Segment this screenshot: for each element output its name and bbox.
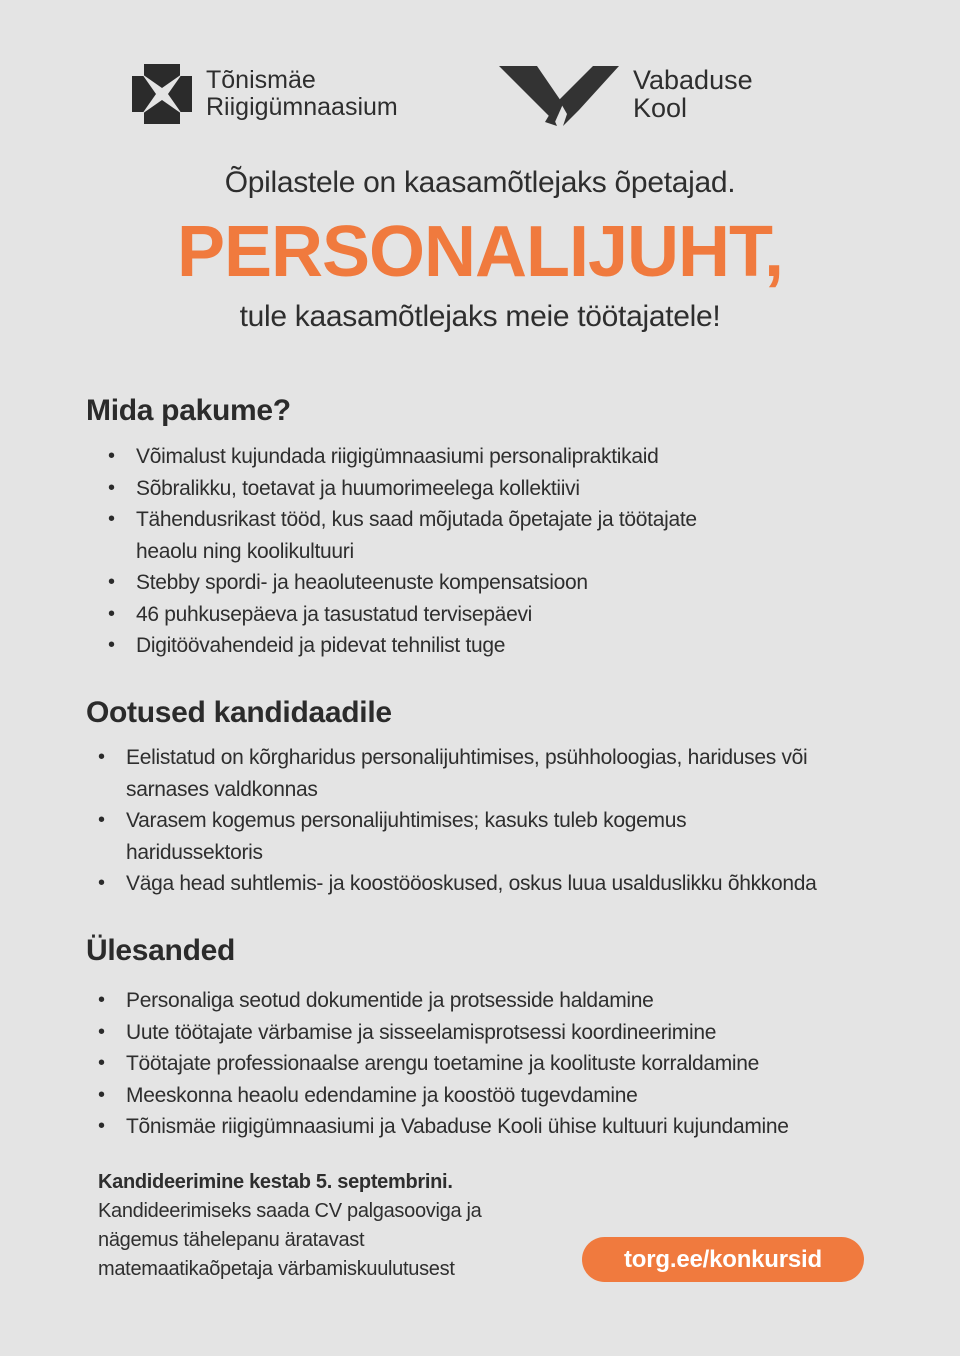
headline: PERSONALIJUHT, — [176, 212, 784, 292]
list-item-continued: heaolu ning koolikultuuri — [136, 539, 354, 563]
logo-vabaduse-name — [633, 66, 753, 122]
logo-vabaduse-line1: Vabaduse — [633, 65, 753, 95]
list-item: • Eelistatud on kõrgharidus personalijuhtimises, psühholoogias, hariduses või — [126, 742, 817, 774]
list-item-continued: haridussektoris — [126, 840, 263, 864]
offer-title: Mida pakume? — [86, 394, 291, 427]
list-item: • Meeskonna heaolu edendamine ja koostöö tugevdamine — [126, 1080, 789, 1112]
closing-line-2: nägemus tähelepanu äratavast — [98, 1229, 365, 1251]
logo-tonismae-name — [206, 67, 398, 121]
school-crest-icon — [130, 62, 194, 126]
deadline-text: Kandideerimine kestab 5. septembrini. — [98, 1171, 453, 1193]
intro-text: Õpilastele on kaasamõtlejaks õpetajad. — [224, 166, 736, 199]
list-item: • Tähendusrikast tööd, kus saad mõjutada õpetajate ja töötajate — [136, 504, 697, 536]
logo-vabaduse-line2: Kool — [633, 93, 688, 123]
list-item: • Tõnismäe riigigümnaasiumi ja Vabaduse Kooli ühise kultuuri kujundamine — [126, 1111, 789, 1143]
closing-line-1: Kandideerimiseks saada CV palgasooviga ja — [98, 1200, 482, 1222]
expectations-list — [126, 742, 817, 900]
list-item: • Uute töötajate värbamise ja sisseelamisprotsessi koordineerimine — [126, 1017, 789, 1049]
list-item: • Stebby spordi- ja heaoluteenuste kompensatsioon — [136, 567, 697, 599]
closing-line-3: matemaatikaõpetaja värbamiskuulutusest — [98, 1258, 455, 1280]
apply-link-button[interactable]: torg.ee/konkursid — [582, 1237, 864, 1282]
list-item: • Väga head suhtlemis- ja koostööoskused, oskus luua usalduslikku õhkkonda — [126, 868, 817, 900]
list-item: • Varasem kogemus personalijuhtimises; kasuks tuleb kogemus — [126, 805, 817, 837]
list-item: • Personaliga seotud dokumentide ja protsesside haldamine — [126, 985, 789, 1017]
tasks-list — [126, 985, 789, 1143]
list-item: • 46 puhkusepäeva ja tasustatud tervisepäevi — [136, 599, 697, 631]
expectations-title: Ootused kandidaadile — [86, 696, 392, 729]
logo-vabaduse — [497, 60, 753, 128]
outro-text: tule kaasamõtlejaks meie töötajatele! — [239, 300, 721, 333]
tasks-title: Ülesanded — [86, 934, 236, 967]
list-item-continued: sarnases valdkonnas — [126, 777, 318, 801]
logo-tonismae-line2: Riigigümnaasium — [206, 93, 398, 121]
logo-tonismae — [130, 62, 398, 126]
offer-list — [136, 441, 697, 662]
list-item: • Digitöövahendeid ja pidevat tehnilist tuge — [136, 630, 697, 662]
list-item: • Võimalust kujundada riigigümnaasiumi personalipraktikaid — [136, 441, 697, 473]
logo-tonismae-line1: Tõnismäe — [206, 66, 316, 94]
closing-text — [98, 1168, 528, 1284]
bird-wings-icon — [497, 60, 621, 128]
list-item: • Töötajate professionaalse arengu toetamine ja koolituste korraldamine — [126, 1048, 789, 1080]
list-item: • Sõbralikku, toetavat ja huumorimeelega kollektiivi — [136, 473, 697, 505]
